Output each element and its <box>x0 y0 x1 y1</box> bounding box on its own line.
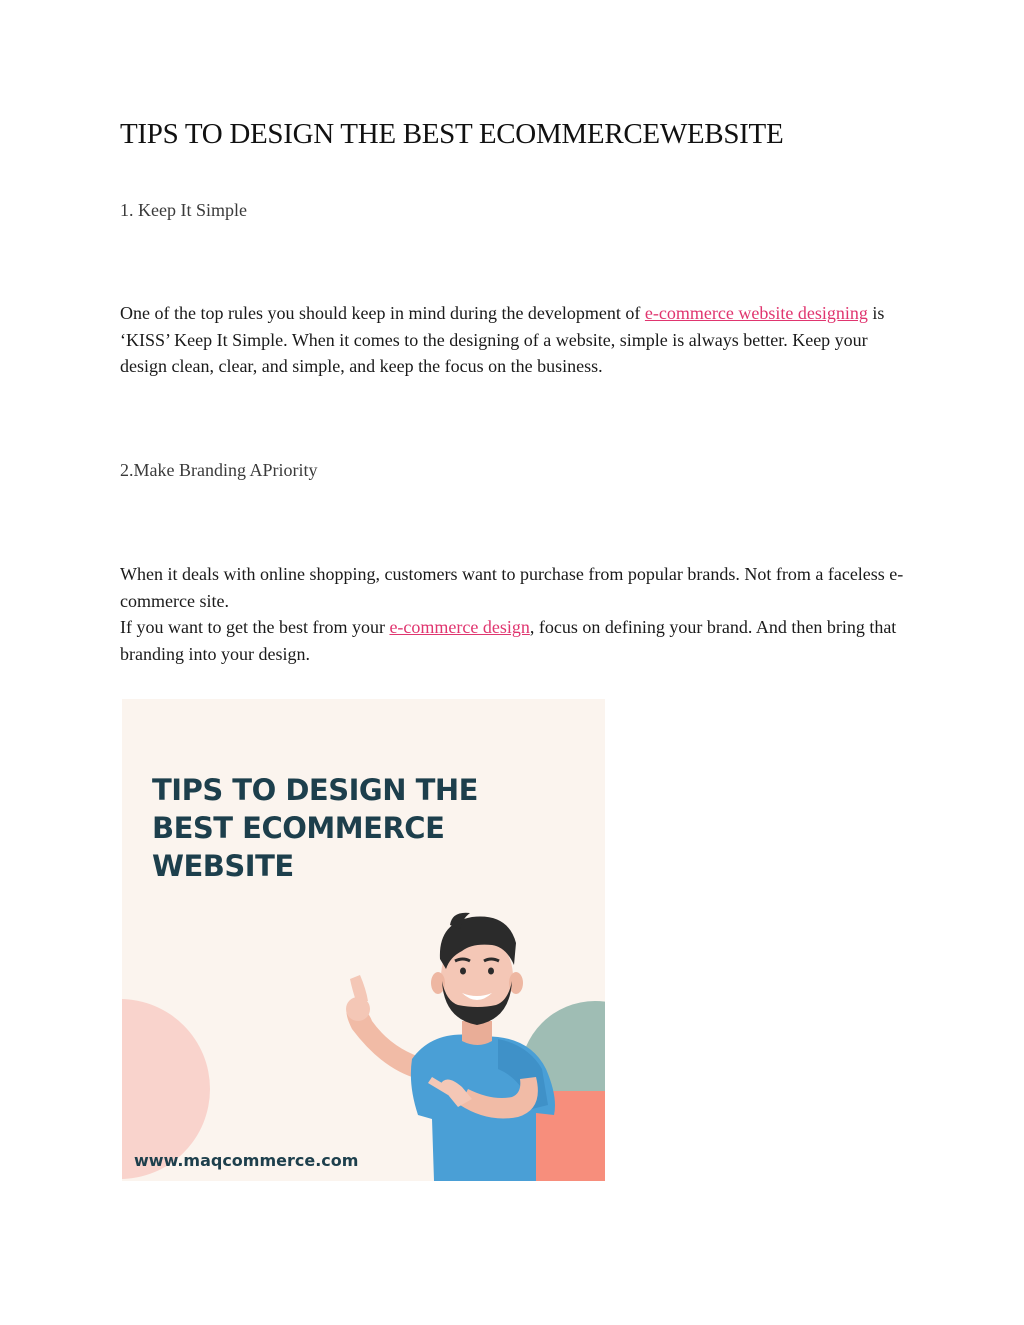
ecommerce-design-link[interactable]: e-commerce design <box>389 617 530 638</box>
section-heading-branding: 2.Make Branding APriority <box>120 460 318 480</box>
paragraph-text: , focus on defining your brand. And then bring that branding into your design. <box>120 617 897 665</box>
hero-image <box>122 699 605 1181</box>
paragraph-text: When it deals with online shopping, customers want to purchase from popular brands. Not from a faceless e-commerce site. <box>120 564 904 611</box>
ecommerce-website-designing-link[interactable]: e-commerce website designing <box>644 303 868 323</box>
document-title: TIPS TO DESIGN THE BEST ECOMMERCEWEBSITE <box>120 118 784 150</box>
paragraph-text: One of the top rules you should keep in mind during the development of <box>120 303 645 323</box>
paragraph-text: If you want to get the best from your <box>120 617 390 638</box>
section-heading-keep-it-simple: 1. Keep It Simple <box>120 200 247 220</box>
section-paragraph-keep-it-simple <box>120 300 910 380</box>
section-paragraph-branding <box>120 561 910 668</box>
pointing-man-illustration <box>322 909 582 1181</box>
paragraph-text: is ‘KISS’ Keep It Simple. When it comes to the designing of a website, simple is always better. Keep your design clean, clear, and simple, and keep the focus on the business. <box>120 303 885 377</box>
hero-website-url: www.maqcommerce.com <box>134 1151 359 1170</box>
hero-title: TIPS TO DESIGN THE BEST ECOMMERCE WEBSITE <box>152 773 478 883</box>
